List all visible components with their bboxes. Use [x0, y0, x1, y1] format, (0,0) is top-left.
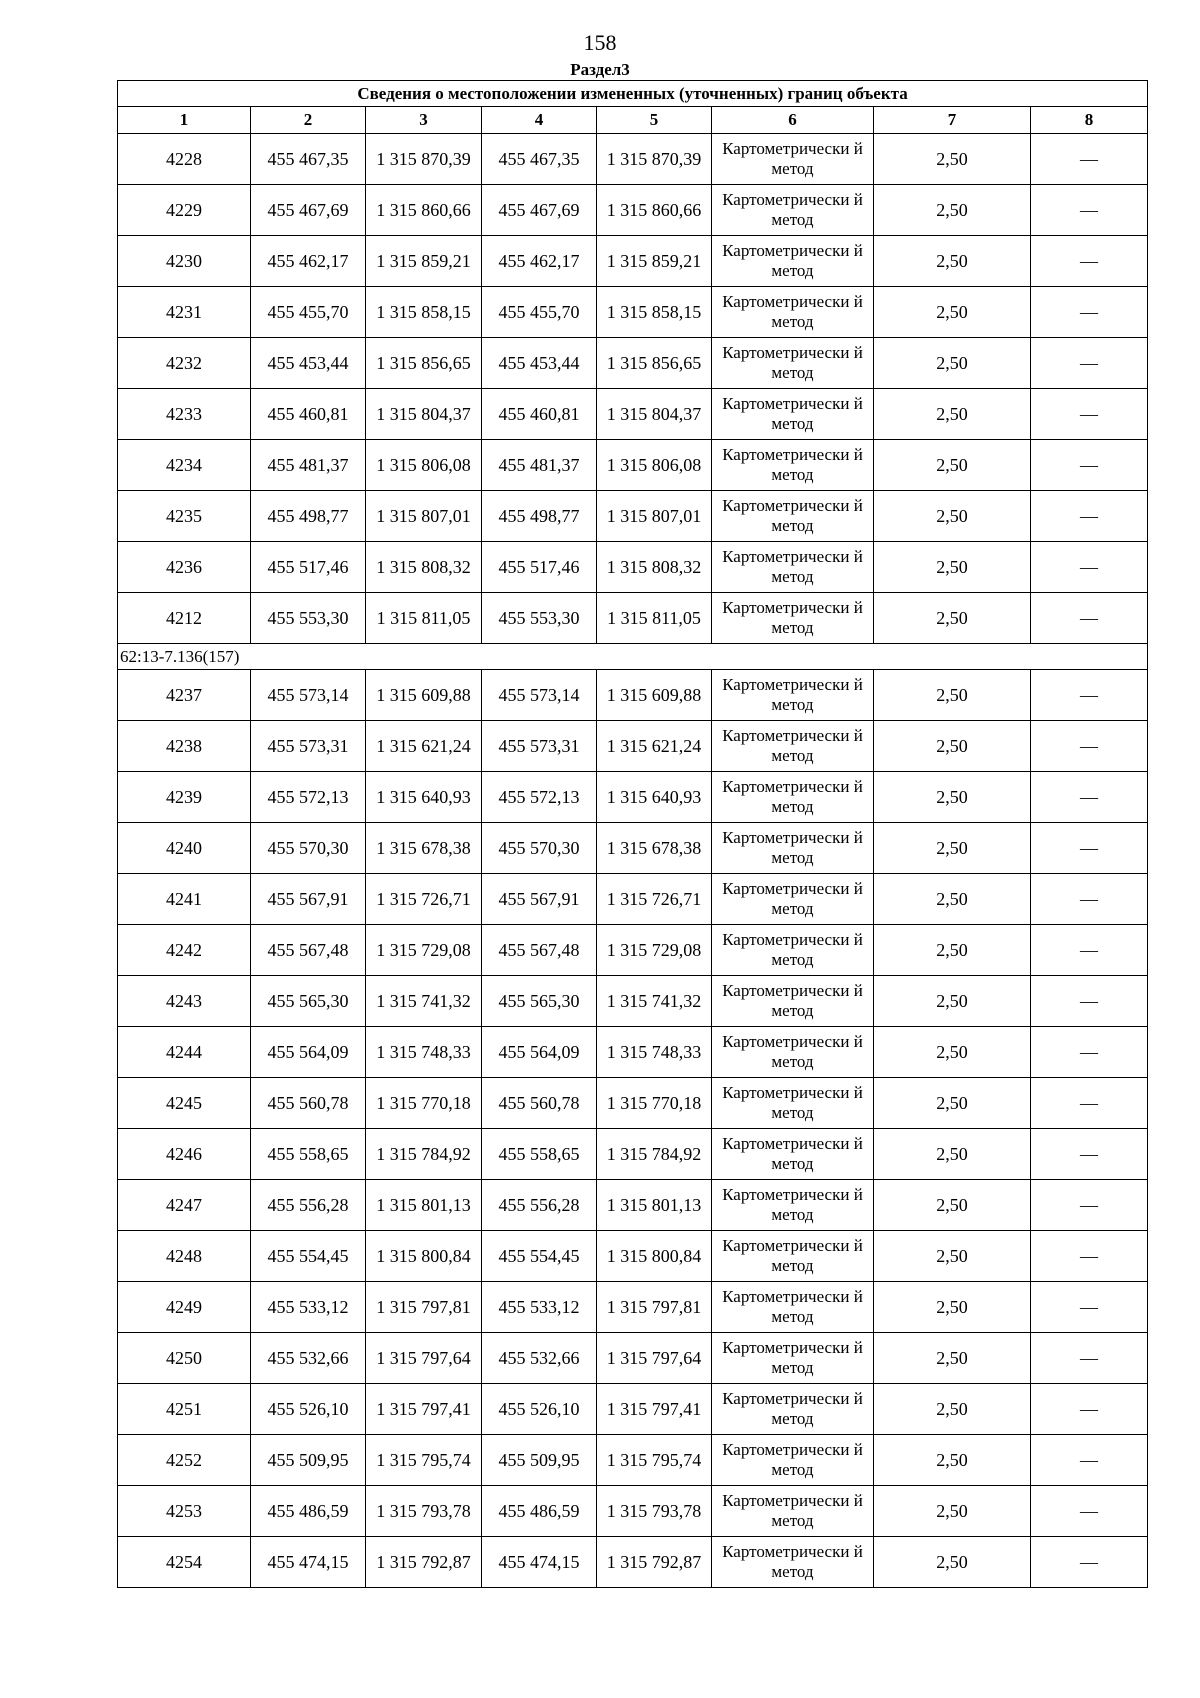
point-number-cell: 4243 [118, 976, 251, 1027]
x-existing-cell: 455 556,28 [251, 1180, 366, 1231]
x-new-cell: 455 460,81 [482, 389, 597, 440]
point-number-cell: 4232 [118, 338, 251, 389]
x-existing-cell: 455 532,66 [251, 1333, 366, 1384]
table-row [118, 1078, 1148, 1129]
accuracy-cell: 2,50 [874, 185, 1031, 236]
dash-cell: — [1031, 874, 1148, 925]
method-cell: Картометрически й метод [712, 925, 874, 976]
column-number-4: 4 [482, 107, 597, 134]
accuracy-cell: 2,50 [874, 772, 1031, 823]
x-new-cell: 455 532,66 [482, 1333, 597, 1384]
table-body-after [118, 670, 1148, 1588]
section-title: Раздел3 [570, 60, 630, 79]
y-existing-cell: 1 315 811,05 [366, 593, 482, 644]
accuracy-cell: 2,50 [874, 1231, 1031, 1282]
method-cell: Картометрически й метод [712, 1333, 874, 1384]
y-existing-cell: 1 315 678,38 [366, 823, 482, 874]
y-new-cell: 1 315 792,87 [597, 1537, 712, 1588]
column-number-row [118, 107, 1148, 134]
x-new-cell: 455 556,28 [482, 1180, 597, 1231]
y-new-cell: 1 315 784,92 [597, 1129, 712, 1180]
y-new-cell: 1 315 748,33 [597, 1027, 712, 1078]
y-existing-cell: 1 315 808,32 [366, 542, 482, 593]
y-existing-cell: 1 315 640,93 [366, 772, 482, 823]
dash-cell: — [1031, 491, 1148, 542]
accuracy-cell: 2,50 [874, 1435, 1031, 1486]
table-row [118, 670, 1148, 721]
group-row [118, 644, 1148, 670]
table-row [118, 1027, 1148, 1078]
y-new-cell: 1 315 795,74 [597, 1435, 712, 1486]
y-new-cell: 1 315 811,05 [597, 593, 712, 644]
dash-cell: — [1031, 1333, 1148, 1384]
y-existing-cell: 1 315 807,01 [366, 491, 482, 542]
y-existing-cell: 1 315 792,87 [366, 1537, 482, 1588]
x-existing-cell: 455 462,17 [251, 236, 366, 287]
point-number-cell: 4244 [118, 1027, 251, 1078]
accuracy-cell: 2,50 [874, 1486, 1031, 1537]
x-new-cell: 455 498,77 [482, 491, 597, 542]
y-existing-cell: 1 315 804,37 [366, 389, 482, 440]
y-existing-cell: 1 315 770,18 [366, 1078, 482, 1129]
method-cell: Картометрически й метод [712, 491, 874, 542]
point-number-cell: 4235 [118, 491, 251, 542]
accuracy-cell: 2,50 [874, 491, 1031, 542]
x-new-cell: 455 565,30 [482, 976, 597, 1027]
y-existing-cell: 1 315 797,41 [366, 1384, 482, 1435]
x-existing-cell: 455 567,91 [251, 874, 366, 925]
method-cell: Картометрически й метод [712, 389, 874, 440]
y-existing-cell: 1 315 856,65 [366, 338, 482, 389]
table-row [118, 440, 1148, 491]
y-existing-cell: 1 315 741,32 [366, 976, 482, 1027]
y-existing-cell: 1 315 797,64 [366, 1333, 482, 1384]
dash-cell: — [1031, 1231, 1148, 1282]
group-label: 62:13-7.136(157) [118, 644, 1148, 670]
table-row [118, 925, 1148, 976]
y-existing-cell: 1 315 609,88 [366, 670, 482, 721]
point-number-cell: 4245 [118, 1078, 251, 1129]
accuracy-cell: 2,50 [874, 134, 1031, 185]
method-cell: Картометрически й метод [712, 1027, 874, 1078]
y-existing-cell: 1 315 801,13 [366, 1180, 482, 1231]
x-new-cell: 455 567,91 [482, 874, 597, 925]
x-new-cell: 455 455,70 [482, 287, 597, 338]
point-number-cell: 4229 [118, 185, 251, 236]
point-number-cell: 4247 [118, 1180, 251, 1231]
y-existing-cell: 1 315 726,71 [366, 874, 482, 925]
point-number-cell: 4248 [118, 1231, 251, 1282]
table-row [118, 134, 1148, 185]
dash-cell: — [1031, 976, 1148, 1027]
boundary-table [117, 80, 1148, 1588]
accuracy-cell: 2,50 [874, 389, 1031, 440]
y-existing-cell: 1 315 870,39 [366, 134, 482, 185]
x-new-cell: 455 526,10 [482, 1384, 597, 1435]
y-existing-cell: 1 315 795,74 [366, 1435, 482, 1486]
x-new-cell: 455 573,31 [482, 721, 597, 772]
column-number-5: 5 [597, 107, 712, 134]
page-number: 158 [583, 30, 617, 55]
y-new-cell: 1 315 804,37 [597, 389, 712, 440]
table-row [118, 236, 1148, 287]
y-new-cell: 1 315 741,32 [597, 976, 712, 1027]
dash-cell: — [1031, 542, 1148, 593]
x-new-cell: 455 474,15 [482, 1537, 597, 1588]
x-existing-cell: 455 558,65 [251, 1129, 366, 1180]
method-cell: Картометрически й метод [712, 874, 874, 925]
y-existing-cell: 1 315 860,66 [366, 185, 482, 236]
x-existing-cell: 455 517,46 [251, 542, 366, 593]
dash-cell: — [1031, 389, 1148, 440]
method-cell: Картометрически й метод [712, 1384, 874, 1435]
accuracy-cell: 2,50 [874, 1180, 1031, 1231]
y-existing-cell: 1 315 859,21 [366, 236, 482, 287]
point-number-cell: 4233 [118, 389, 251, 440]
method-cell: Картометрически й метод [712, 134, 874, 185]
dash-cell: — [1031, 593, 1148, 644]
accuracy-cell: 2,50 [874, 1129, 1031, 1180]
x-new-cell: 455 560,78 [482, 1078, 597, 1129]
table-row [118, 1129, 1148, 1180]
dash-cell: — [1031, 1078, 1148, 1129]
dash-cell: — [1031, 670, 1148, 721]
accuracy-cell: 2,50 [874, 1078, 1031, 1129]
x-existing-cell: 455 481,37 [251, 440, 366, 491]
x-existing-cell: 455 564,09 [251, 1027, 366, 1078]
x-new-cell: 455 573,14 [482, 670, 597, 721]
x-new-cell: 455 572,13 [482, 772, 597, 823]
x-new-cell: 455 509,95 [482, 1435, 597, 1486]
y-new-cell: 1 315 801,13 [597, 1180, 712, 1231]
y-new-cell: 1 315 729,08 [597, 925, 712, 976]
method-cell: Картометрически й метод [712, 772, 874, 823]
table-row [118, 491, 1148, 542]
table-row [118, 874, 1148, 925]
dash-cell: — [1031, 236, 1148, 287]
table-row [118, 389, 1148, 440]
point-number-cell: 4228 [118, 134, 251, 185]
method-cell: Картометрически й метод [712, 1282, 874, 1333]
point-number-cell: 4253 [118, 1486, 251, 1537]
dash-cell: — [1031, 1486, 1148, 1537]
x-existing-cell: 455 455,70 [251, 287, 366, 338]
method-cell: Картометрически й метод [712, 542, 874, 593]
x-existing-cell: 455 460,81 [251, 389, 366, 440]
y-new-cell: 1 315 797,81 [597, 1282, 712, 1333]
column-number-8: 8 [1031, 107, 1148, 134]
y-new-cell: 1 315 621,24 [597, 721, 712, 772]
x-existing-cell: 455 526,10 [251, 1384, 366, 1435]
accuracy-cell: 2,50 [874, 1537, 1031, 1588]
x-existing-cell: 455 509,95 [251, 1435, 366, 1486]
y-new-cell: 1 315 800,84 [597, 1231, 712, 1282]
table-row [118, 338, 1148, 389]
method-cell: Картометрически й метод [712, 721, 874, 772]
table-row [118, 721, 1148, 772]
accuracy-cell: 2,50 [874, 925, 1031, 976]
table-row [118, 1282, 1148, 1333]
column-number-3: 3 [366, 107, 482, 134]
method-cell: Картометрически й метод [712, 236, 874, 287]
accuracy-cell: 2,50 [874, 1282, 1031, 1333]
table-row [118, 185, 1148, 236]
table-row [118, 1333, 1148, 1384]
y-new-cell: 1 315 858,15 [597, 287, 712, 338]
y-existing-cell: 1 315 784,92 [366, 1129, 482, 1180]
y-new-cell: 1 315 808,32 [597, 542, 712, 593]
table-row [118, 1537, 1148, 1588]
column-number-7: 7 [874, 107, 1031, 134]
point-number-cell: 4238 [118, 721, 251, 772]
dash-cell: — [1031, 1384, 1148, 1435]
point-number-cell: 4246 [118, 1129, 251, 1180]
method-cell: Картометрически й метод [712, 593, 874, 644]
y-new-cell: 1 315 609,88 [597, 670, 712, 721]
accuracy-cell: 2,50 [874, 976, 1031, 1027]
table-row [118, 1180, 1148, 1231]
table-row [118, 1486, 1148, 1537]
x-existing-cell: 455 474,15 [251, 1537, 366, 1588]
accuracy-cell: 2,50 [874, 1384, 1031, 1435]
y-existing-cell: 1 315 793,78 [366, 1486, 482, 1537]
accuracy-cell: 2,50 [874, 338, 1031, 389]
y-existing-cell: 1 315 621,24 [366, 721, 482, 772]
y-new-cell: 1 315 856,65 [597, 338, 712, 389]
x-new-cell: 455 462,17 [482, 236, 597, 287]
point-number-cell: 4212 [118, 593, 251, 644]
x-existing-cell: 455 573,14 [251, 670, 366, 721]
x-new-cell: 455 467,35 [482, 134, 597, 185]
column-number-1: 1 [118, 107, 251, 134]
dash-cell: — [1031, 925, 1148, 976]
y-existing-cell: 1 315 806,08 [366, 440, 482, 491]
y-new-cell: 1 315 770,18 [597, 1078, 712, 1129]
x-new-cell: 455 533,12 [482, 1282, 597, 1333]
x-new-cell: 455 570,30 [482, 823, 597, 874]
x-existing-cell: 455 567,48 [251, 925, 366, 976]
point-number-cell: 4236 [118, 542, 251, 593]
point-number-cell: 4234 [118, 440, 251, 491]
x-existing-cell: 455 453,44 [251, 338, 366, 389]
x-new-cell: 455 564,09 [482, 1027, 597, 1078]
accuracy-cell: 2,50 [874, 721, 1031, 772]
x-existing-cell: 455 572,13 [251, 772, 366, 823]
x-new-cell: 455 553,30 [482, 593, 597, 644]
method-cell: Картометрически й метод [712, 823, 874, 874]
y-new-cell: 1 315 807,01 [597, 491, 712, 542]
accuracy-cell: 2,50 [874, 874, 1031, 925]
y-new-cell: 1 315 640,93 [597, 772, 712, 823]
point-number-cell: 4250 [118, 1333, 251, 1384]
y-existing-cell: 1 315 797,81 [366, 1282, 482, 1333]
method-cell: Картометрически й метод [712, 1129, 874, 1180]
accuracy-cell: 2,50 [874, 1333, 1031, 1384]
method-cell: Картометрически й метод [712, 1435, 874, 1486]
x-existing-cell: 455 573,31 [251, 721, 366, 772]
y-new-cell: 1 315 678,38 [597, 823, 712, 874]
table-row [118, 542, 1148, 593]
method-cell: Картометрически й метод [712, 1486, 874, 1537]
table-row [118, 1384, 1148, 1435]
accuracy-cell: 2,50 [874, 593, 1031, 644]
point-number-cell: 4242 [118, 925, 251, 976]
accuracy-cell: 2,50 [874, 1027, 1031, 1078]
dash-cell: — [1031, 772, 1148, 823]
y-existing-cell: 1 315 748,33 [366, 1027, 482, 1078]
method-cell: Картометрически й метод [712, 1537, 874, 1588]
y-new-cell: 1 315 860,66 [597, 185, 712, 236]
method-cell: Картометрически й метод [712, 440, 874, 491]
y-new-cell: 1 315 793,78 [597, 1486, 712, 1537]
dash-cell: — [1031, 1537, 1148, 1588]
method-cell: Картометрически й метод [712, 670, 874, 721]
table-body-before [118, 134, 1148, 644]
point-number-cell: 4252 [118, 1435, 251, 1486]
dash-cell: — [1031, 1282, 1148, 1333]
x-new-cell: 455 481,37 [482, 440, 597, 491]
method-cell: Картометрически й метод [712, 287, 874, 338]
accuracy-cell: 2,50 [874, 670, 1031, 721]
x-new-cell: 455 467,69 [482, 185, 597, 236]
accuracy-cell: 2,50 [874, 823, 1031, 874]
accuracy-cell: 2,50 [874, 236, 1031, 287]
accuracy-cell: 2,50 [874, 287, 1031, 338]
x-existing-cell: 455 565,30 [251, 976, 366, 1027]
x-existing-cell: 455 560,78 [251, 1078, 366, 1129]
dash-cell: — [1031, 440, 1148, 491]
dash-cell: — [1031, 134, 1148, 185]
column-number-2: 2 [251, 107, 366, 134]
point-number-cell: 4251 [118, 1384, 251, 1435]
x-new-cell: 455 517,46 [482, 542, 597, 593]
accuracy-cell: 2,50 [874, 440, 1031, 491]
point-number-cell: 4254 [118, 1537, 251, 1588]
column-number-6: 6 [712, 107, 874, 134]
method-cell: Картометрически й метод [712, 1078, 874, 1129]
dash-cell: — [1031, 823, 1148, 874]
accuracy-cell: 2,50 [874, 542, 1031, 593]
point-number-cell: 4237 [118, 670, 251, 721]
x-existing-cell: 455 498,77 [251, 491, 366, 542]
dash-cell: — [1031, 1180, 1148, 1231]
point-number-cell: 4239 [118, 772, 251, 823]
y-existing-cell: 1 315 729,08 [366, 925, 482, 976]
x-existing-cell: 455 553,30 [251, 593, 366, 644]
dash-cell: — [1031, 287, 1148, 338]
table-row [118, 823, 1148, 874]
x-existing-cell: 455 533,12 [251, 1282, 366, 1333]
y-new-cell: 1 315 797,64 [597, 1333, 712, 1384]
table-caption: Сведения о местоположении измененных (уточненных) границ объекта [118, 81, 1148, 107]
dash-cell: — [1031, 185, 1148, 236]
method-cell: Картометрически й метод [712, 1180, 874, 1231]
y-existing-cell: 1 315 858,15 [366, 287, 482, 338]
x-new-cell: 455 453,44 [482, 338, 597, 389]
table-row [118, 1231, 1148, 1282]
x-existing-cell: 455 467,35 [251, 134, 366, 185]
table-row [118, 593, 1148, 644]
point-number-cell: 4240 [118, 823, 251, 874]
method-cell: Картометрически й метод [712, 976, 874, 1027]
method-cell: Картометрически й метод [712, 1231, 874, 1282]
dash-cell: — [1031, 338, 1148, 389]
x-new-cell: 455 567,48 [482, 925, 597, 976]
dash-cell: — [1031, 721, 1148, 772]
dash-cell: — [1031, 1435, 1148, 1486]
table-row [118, 287, 1148, 338]
y-new-cell: 1 315 806,08 [597, 440, 712, 491]
x-existing-cell: 455 570,30 [251, 823, 366, 874]
method-cell: Картометрически й метод [712, 338, 874, 389]
y-new-cell: 1 315 726,71 [597, 874, 712, 925]
point-number-cell: 4230 [118, 236, 251, 287]
point-number-cell: 4241 [118, 874, 251, 925]
dash-cell: — [1031, 1027, 1148, 1078]
x-existing-cell: 455 467,69 [251, 185, 366, 236]
method-cell: Картометрически й метод [712, 185, 874, 236]
point-number-cell: 4249 [118, 1282, 251, 1333]
point-number-cell: 4231 [118, 287, 251, 338]
table-row [118, 772, 1148, 823]
x-new-cell: 455 486,59 [482, 1486, 597, 1537]
x-new-cell: 455 558,65 [482, 1129, 597, 1180]
x-existing-cell: 455 554,45 [251, 1231, 366, 1282]
y-existing-cell: 1 315 800,84 [366, 1231, 482, 1282]
y-new-cell: 1 315 870,39 [597, 134, 712, 185]
y-new-cell: 1 315 797,41 [597, 1384, 712, 1435]
x-existing-cell: 455 486,59 [251, 1486, 366, 1537]
x-new-cell: 455 554,45 [482, 1231, 597, 1282]
dash-cell: — [1031, 1129, 1148, 1180]
table-row [118, 1435, 1148, 1486]
table-row [118, 976, 1148, 1027]
y-new-cell: 1 315 859,21 [597, 236, 712, 287]
